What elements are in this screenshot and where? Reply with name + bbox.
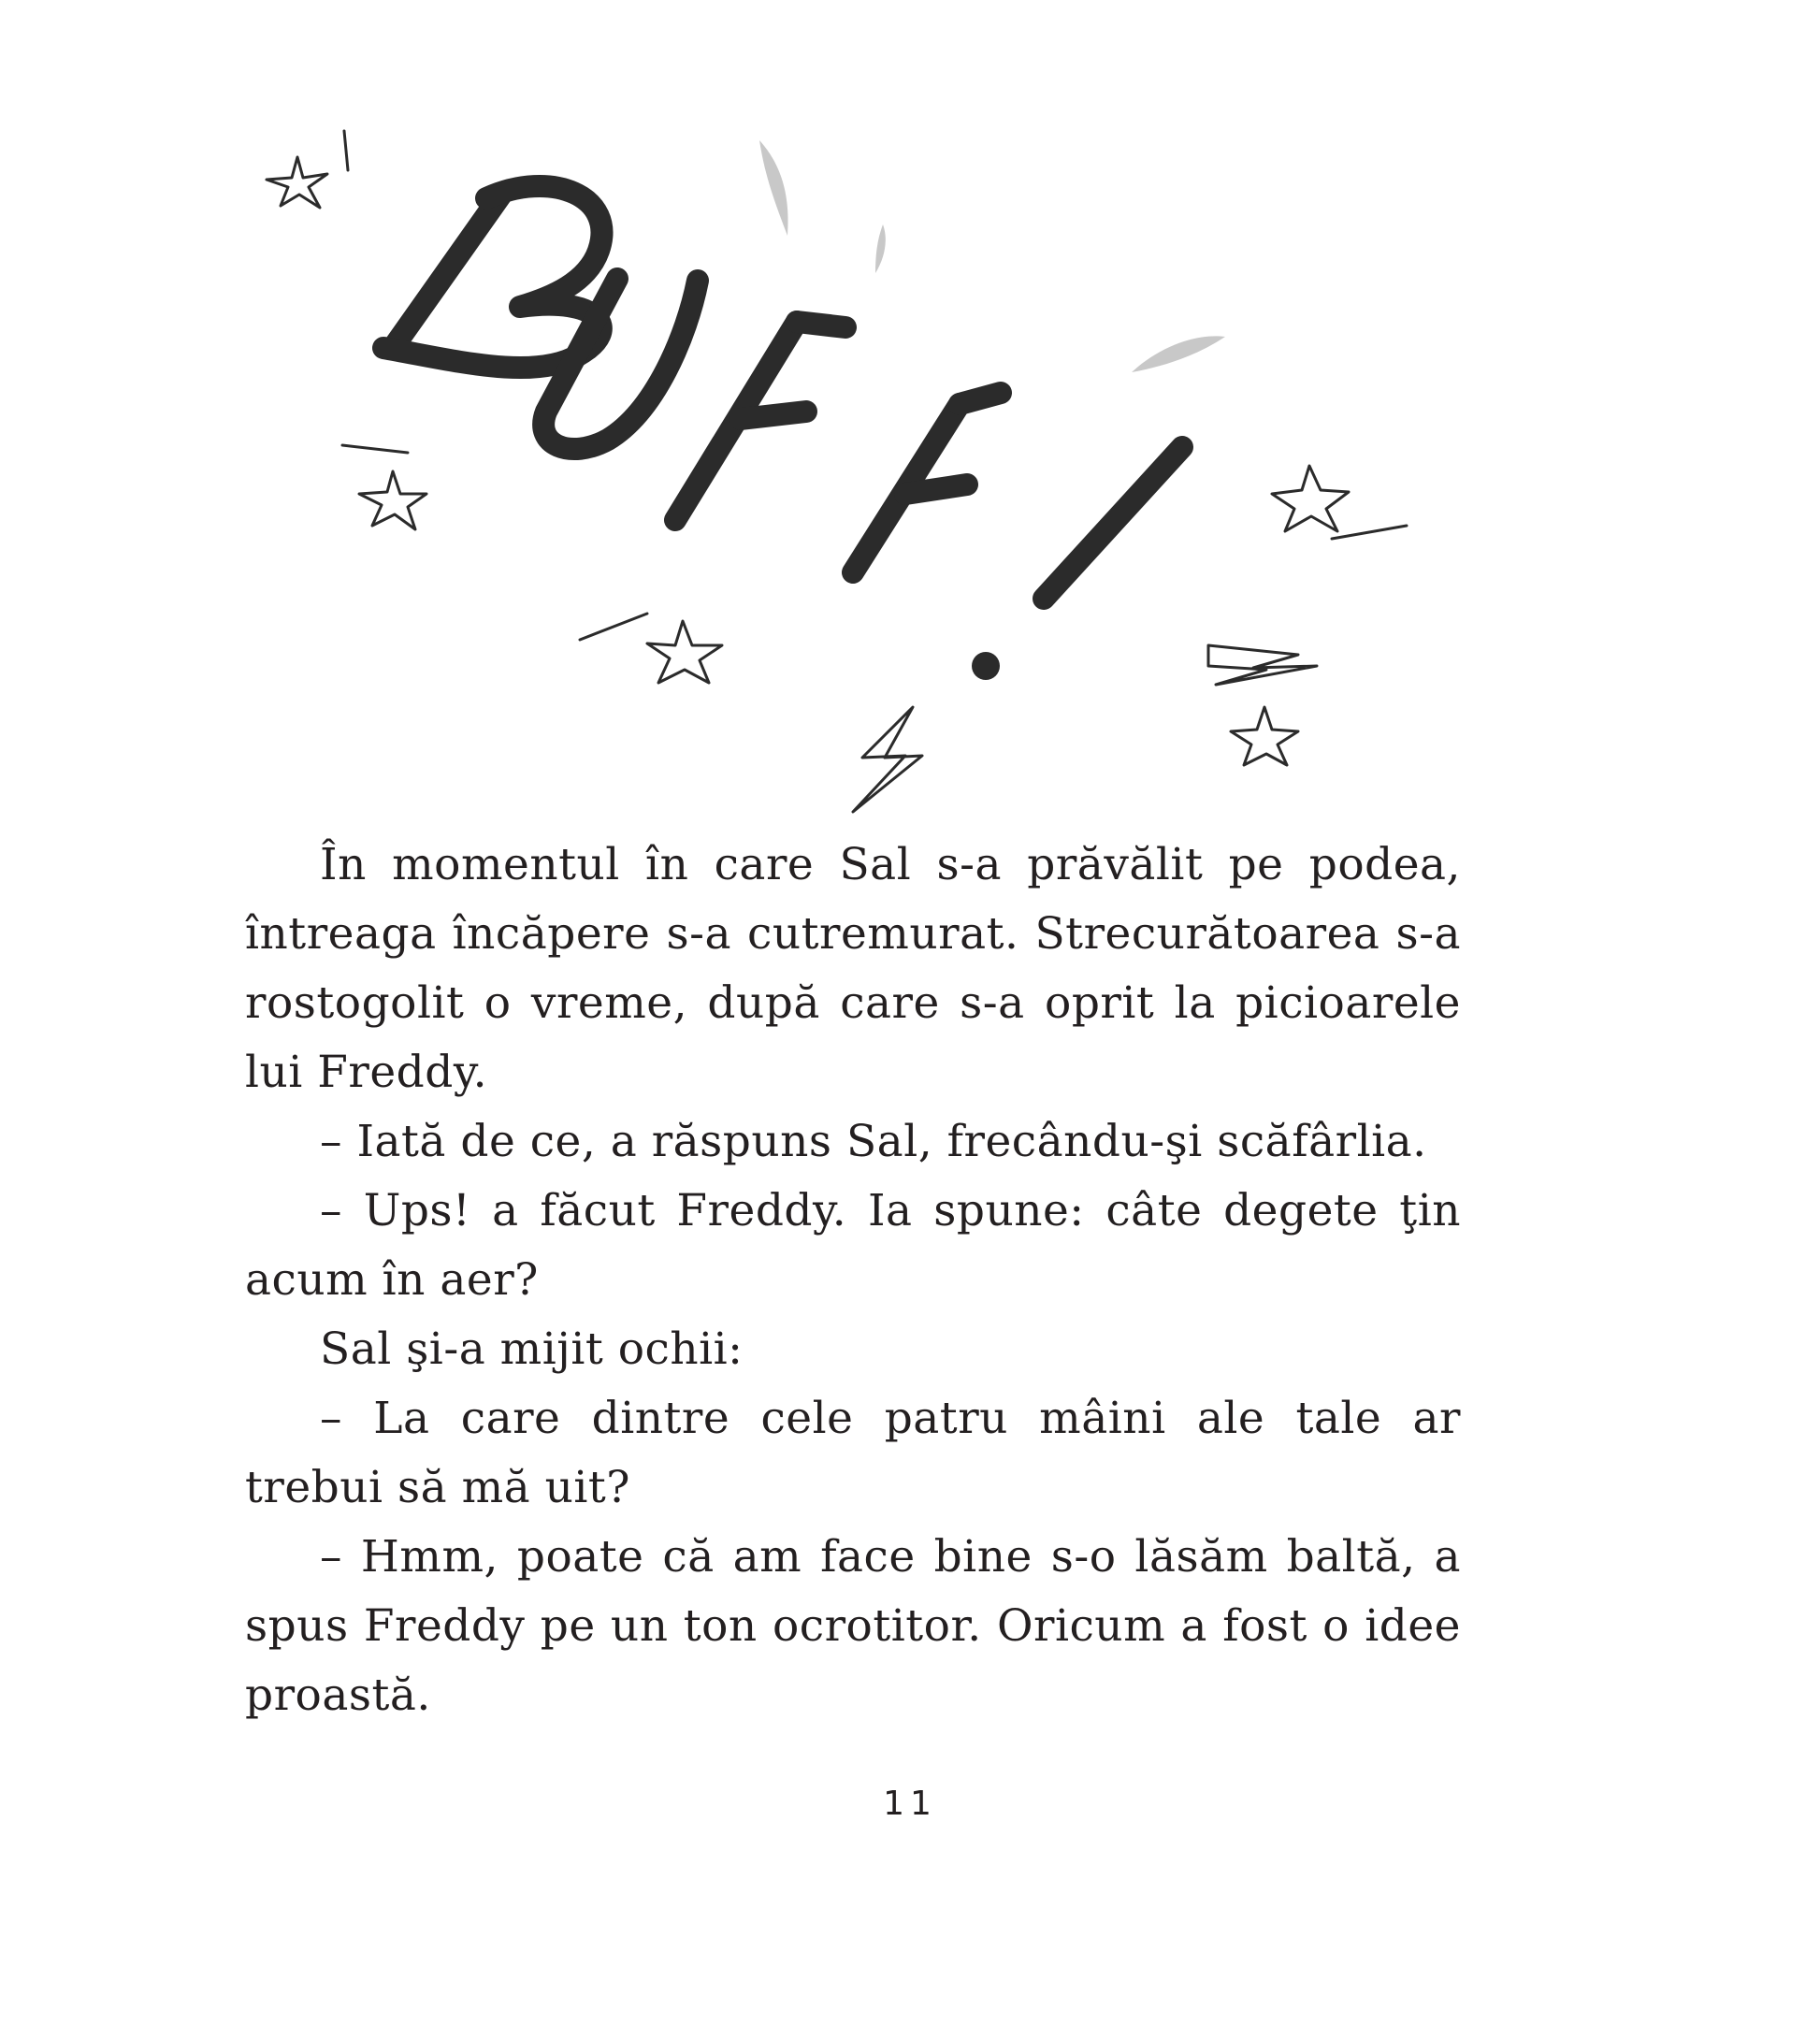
paragraph: – Iată de ce, a răspuns Sal, frecându-şi scăfârlia.	[320, 1116, 1427, 1167]
paragraph: Sal şi-a mijit ochii:	[320, 1323, 744, 1375]
story-text	[245, 831, 1461, 1730]
paragraph: În momentul în care Sal s-a prăvălit pe podea, întreaga încăpere s-a cutremurat. Strecurătoarea s-a rostogolit o vreme, după care s-a oprit la picioarele lui Freddy.	[245, 839, 1461, 1098]
buff-lettering	[383, 186, 1182, 680]
flourish-icon	[759, 140, 788, 236]
flourish-icon	[875, 224, 886, 273]
star-icon	[267, 131, 348, 208]
lightning-icon	[1208, 645, 1317, 685]
star-icon	[580, 614, 722, 683]
buff-illustration	[0, 0, 1820, 842]
exclamation-dot	[972, 652, 1000, 680]
lightning-icon	[853, 707, 922, 812]
paragraph: – Hmm, poate că am face bine s-o lăsăm baltă, a spus Freddy pe un ton ocrotitor. Oricum a fost o idee proastă.	[245, 1531, 1461, 1721]
star-icon	[1231, 707, 1298, 765]
flourish-icon	[1132, 336, 1225, 372]
star-icon	[342, 445, 426, 529]
paragraph: – Ups! a făcut Freddy. Ia spune: câte degete ţin acum în aer?	[245, 1185, 1461, 1306]
star-icon	[1272, 466, 1407, 539]
paragraph: – La care dintre cele patru mâini ale tale ar trebui să mă uit?	[245, 1393, 1461, 1513]
page-number: 11	[883, 1785, 937, 1823]
